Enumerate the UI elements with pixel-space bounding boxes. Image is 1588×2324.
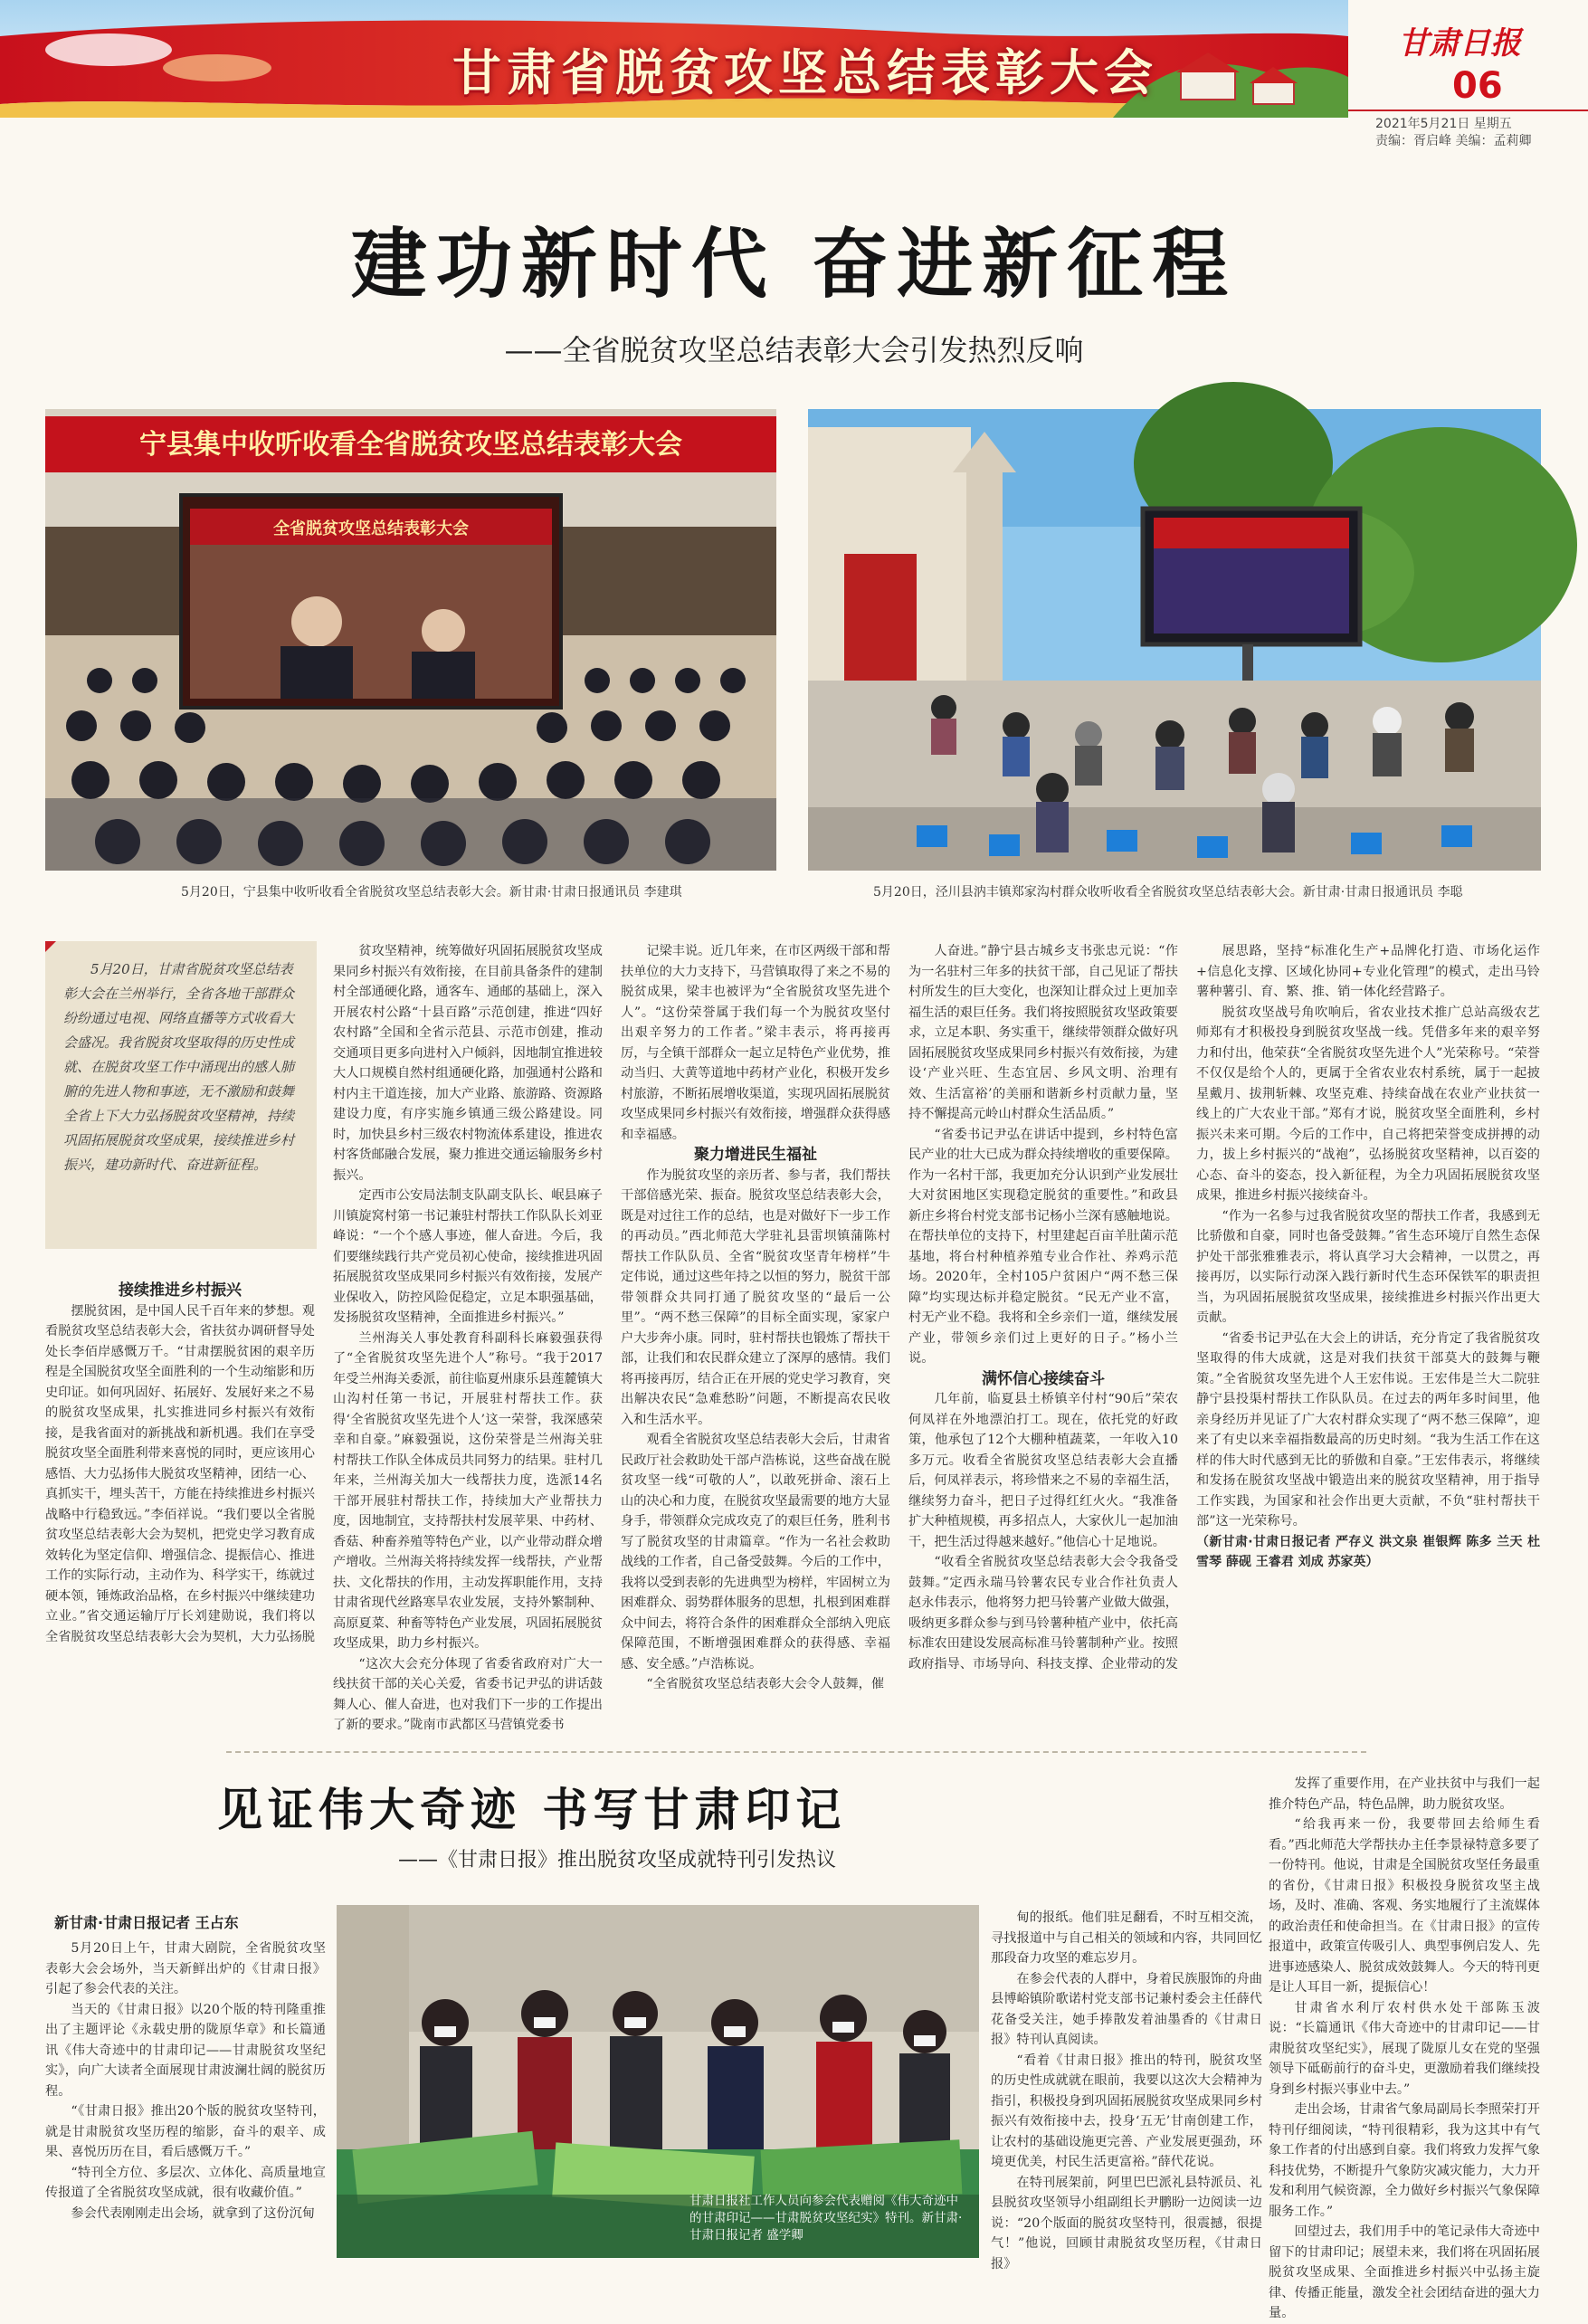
paragraph: 在参会代表的人群中，身着民族服饰的舟曲县博峪镇阶歌诺村党支部书记兼村委会主任薛代花备受关注，她手捧散发着油墨香的《甘肃日报》特刊认真阅读。 [991,1971,1262,2047]
paragraph: 兰州海关人事处教育科副科长麻毅强获得了“全省脱贫攻坚先进个人”称号。“我于2017年受兰州海关委派，前往临夏州康乐县莲麓镇大山沟村任第一书记，开展驻村帮扶工作。获得‘全省脱贫攻坚先进个人’这一荣誉，我深感荣幸和自豪。”麻毅强说，这份荣誉是兰州海关驻村帮扶工作队全体成员共同努力的结果。驻村几年来，兰州海关加大一线帮扶力度，选派14名干部开展驻村帮扶工作，持续加大产业帮扶力度，因地制宜，支持帮扶村发展苹果、中药材、香菇、种畜养殖等特色产业，以产业带动群众增产增收。兰州海关将持续发挥一线帮扶，产业帮扶、文化帮扶的作用，主动发挥职能作用，支持甘肃省现代丝路寒旱农业发展，支持外繁制种、高原夏菜、种畜等特色产业发展，巩固拓展脱贫攻坚成果，助力乡村振兴。 [333,1330,603,1651]
article2-subhead: ——《甘肃日报》推出脱贫攻坚成就特刊引发热议 [398,1849,837,1872]
auditorium-scene [45,409,776,871]
village-scene [808,409,1541,871]
photo1-caption: 5月20日，宁县集中收听收看全省脱贫攻坚总结表彰大会。新甘肃·甘肃日报通讯员 李建琪 [181,885,682,900]
paragraph: 当天的《甘肃日报》以20个版的特刊隆重推出了主题评论《永载史册的陇原华章》和长篇通讯《伟大奇迹中的甘肃印记——甘肃脱贫攻坚纪实》，向广大读者全面展现甘肃波澜壮阔的脱贫历程。 [45,2002,326,2099]
paragraph: 回望过去，我们用手中的笔记录伟大奇迹中留下的甘肃印记；展望未来，我们将在巩固拓展脱贫攻坚成果、全面推进乡村振兴中弘扬主旋律、传播正能量，激发全社会团结奋进的强大力量。 [1269,2224,1540,2320]
article1-col4b-body [908,1389,1178,1674]
paragraph: 人奋进。”静宁县古城乡支书张忠元说：“作为一名驻村三年多的扶贫干部，自己见证了帮扶村所发生的巨大变化，也深知让群众过上更加幸福生活的艰巨任务。我们将按照脱贫攻坚政策要求，立足本职、务实重干，继续带领群众做好巩固拓展脱贫攻坚成果同乡村振兴有效衔接，为建设‘产业兴旺、生态宜居、乡风文明、治理有效、生活富裕’的美丽和谐新乡村贡献力量，坚持不懈提高元岭山村群众生活品质。” [908,944,1178,1121]
photo-village-square [808,409,1541,871]
paragraph: 摆脱贫困，是中国人民千百年来的梦想。观看脱贫攻坚总结表彰大会，省扶贫办调研督导处处长李佰岸感慨万千。“甘肃摆脱贫困的艰辛历程是全国脱贫攻坚全面胜利的一个生动缩影和历史印证。如何巩固好、拓展好、发展好来之不易的脱贫攻坚成果，扎实推进同乡村振兴有效衔接，是我省面对的新挑战和新机遇。我们在享受脱贫攻坚全面胜利带来喜悦的同时，更应该用心感悟、大力弘扬伟大脱贫攻坚精神，团结一心、真抓实干，埋头苦干，方能在持续推进乡村振兴战略中行稳致远。”李佰祥说。“我们要以全省脱贫攻坚总结表彰大会为契机，把党史学习教育成效转化为坚定信仰、增强信念、提振信心、推进工作的实际行动，主动作为、科学实干，练就过硬本领，锤炼政治品格，在乡村振兴中继续建功立业。”省交通运输厅厅长刘建勋说，我们将以全省脱贫攻坚总结表彰大会为契机，大力弘扬脱 [45,1303,315,1644]
article2-col3-body [1269,1774,1540,2324]
paragraph: “省委书记尹弘在大会上的讲话，充分肯定了我省脱贫攻坚取得的伟大成就，这是对我们扶贫干部莫大的鼓舞与鞭策。”全省脱贫攻坚先进个人王宏伟说。王宏伟是兰大二院驻静宁县投渠村帮扶工作队队员。在过去的两年多时间里，他亲身经历并见证了广大农村群众实现了“两不愁三保障”，迎来了有史以来幸福指数最高的历史时刻。“我为生活工作在这样的伟大时代感到无比的骄傲和自豪。”王宏伟表示，将继续和发扬在脱贫攻坚战中锻造出来的脱贫攻坚精神，用于指导工作实践，为国家和社会作出更大贡献，不负“驻村帮扶干部”这一光荣称号。 [1196,1330,1540,1529]
paragraph: “看着《甘肃日报》推出的特刊，脱贫攻坚的历史性成就就在眼前，我要以这次大会精神为指引，积极投身到巩固拓展脱贫攻坚成果同乡村振兴有效衔接中去，投身‘五无’甘南创建工作，让农村的基础设施更完善、产业发展更强劲，环境更优美，村民生活更富裕。”薛代花说。 [991,2053,1262,2169]
article1-col1-body [45,1301,315,1648]
article2-column-2 [991,1808,1262,2272]
paragraph: 展思路，坚持“标准化生产+品牌化打造、市场化运作+信息化支撑、区域化协同+专业化管理”的模式，走出马铃薯种薯引、育、繁、推、销一体化经营路子。 [1196,944,1540,999]
article1-headline: 建功新时代 奋进新征程 [350,220,1238,309]
paragraph: 5月20日上午，甘肃大剧院，全省脱贫攻坚表彰大会会场外，当天新鲜出炉的《甘肃日报》引起了参会代表的关注。 [45,1941,326,1996]
photo1-screen-text: 全省脱贫攻坚总结表彰大会 [273,519,469,538]
paragraph: “收看全省脱贫攻坚总结表彰大会令我备受鼓舞。”定西永瑞马铃薯农民专业合作社负责人赵永伟表示，他将努力把马铃薯产业做大做强，吸纳更多群众参与到马铃薯种植产业中，依托高标准农田建设发展高标准马铃薯制种产业。按照政府指导、市场导向、科技支撑、企业带动的发 [908,1555,1178,1672]
article2-column-3 [1269,1774,1540,2320]
article1-col5-body [1196,941,1540,1532]
paragraph: 观看全省脱贫攻坚总结表彰大会后，甘肃省民政厅社会救助处干部卢浩栋说，这些奋战在脱贫攻坚一线“可敬的人”，以敢死拼命、滚石上山的决心和力度，在脱贫攻坚最需要的地方大显身手，带领群众完成攻克了的艰巨任务，胜利书写了脱贫攻坚的甘肃篇章。“作为一名社会救助战线的工作者，自己备受鼓舞。今后的工作中，我将以受到表彰的先进典型为榜样，牢固树立为困难群众、弱势群体服务的思想，扎根到困难群众中间去，将符合条件的困难群众全部纳入兜底保障范围，不断增强困难群众的获得感、幸福感、安全感。”卢浩栋说。 [621,1433,890,1672]
paragraph: “作为一名参与过我省脱贫攻坚的帮扶工作者，我感到无比骄傲和自豪，同时也备受鼓舞。”省生态环境厅自然生态保护处干部张雅雅表示，将认真学习大会精神，一以贯之，再接再厉，以实际行动深入践行新时代生态环保铁军的职责担当，为巩固拓展脱贫攻坚成果，接续推进乡村振兴作出更大贡献。 [1196,1208,1540,1325]
masthead-banner [0,0,1588,148]
article1-subhead: ——全省脱贫攻坚总结表彰大会引发热烈反响 [504,333,1084,367]
banner-title: 甘肃省脱贫攻坚总结表彰大会 [452,44,1158,101]
article1-col4a-body [908,941,1178,1369]
photo-special-issue-handout [337,1905,979,2258]
photo1-banner-text: 宁县集中收听收看全省脱贫攻坚总结表彰大会 [139,429,682,461]
paragraph: “省委书记尹弘在讲话中提到，乡村特色富民产业的壮大已成为群众持续增收的重要保障。作为一名村干部，我更加充分认识到产业发展壮大对贫困地区实现稳定脱贫的重要性。”和政县新庄乡将台村党支部书记杨小兰深有感触地说。在帮扶单位的支持下，村里建起百亩羊肚菌示范基地，将台村种植养殖专业合作社、养鸡示范场。2020年，全村105户贫困户“两不愁三保障”均实现达标并稳定脱贫。“民无产业不富，村无产业不稳。我将和全乡亲们一道，继续发展产业，带领乡亲们过上更好的日子。”杨小兰说。 [908,1127,1178,1366]
paragraph: “给我再来一份，我要带回去给师生看看。”西北师范大学帮扶办主任李景禄特意多要了一份特刊。他说，甘肃是全国脱贫攻坚任务最重的省份，《甘肃日报》积极投身脱贫攻坚主战场，及时、准确、客观、务实地履行了主流媒体的政治责任和使命担当。在《甘肃日报》的宣传报道中，政策宣传吸引人、典型事例启发人、先进事迹感染人、脱贫成效鼓舞人。今天的特刊更是让人耳目一新，提振信心！ [1269,1817,1540,1995]
section-heading-rural-revitalization: 接续推进乡村振兴 [119,1281,242,1300]
article1-column-5 [1196,941,1540,1738]
photo2-caption: 5月20日，泾川县汭丰镇郑家沟村群众收听收看全省脱贫攻坚总结表彰大会。新甘肃·甘肃日报通讯员 李聪 [873,885,1463,900]
photo-auditorium [45,409,776,871]
article1-column-1 [45,1281,315,1738]
paragraph: 在特刊展架前，阿里巴巴派礼县特派员、礼县脱贫攻坚领导小组副组长尹鹏盼一边阅读一边说：“20个版面的脱贫攻坚特刊，很震撼，很提气！”他说，回顾甘肃脱贫攻坚历程，《甘肃日报》 [991,2175,1262,2272]
paragraph: 几年前，临夏县土桥镇辛付村“90后”荣农何凤祥在外地漂泊打工。现在，依托党的好政策，他承包了12个大棚种植蔬菜，一年收入10多万元。收看全省脱贫攻坚总结表彰大会直播后，何凤祥表示，将珍惜来之不易的幸福生活，继续努力奋斗，把日子过得红红火火。“我准备扩大种植规模，再多招点人，大家伙儿一起加油干，把生活过得越来越好。”他信心十足地说。 [908,1392,1178,1549]
newspaper-logo: 甘肃日报 [1398,25,1521,62]
paragraph: 贫攻坚精神，统筹做好巩固拓展脱贫攻坚成果同乡村振兴有效衔接，在目前具备条件的建制村全部通硬化路，通客车、通邮的基础上，深入开展农村公路“十县百路”示范创建，推进“四好农村路”全国和全省示范县、示范市创建，推动交通项目更多向进村入户倾斜，因地制宜推进较大人口规模自然村组通硬化路，加强通村公路和村内主干道连接，加大产业路、旅游路、资源路建设力度，有序实施乡镇通三级公路建设。同时，加快县乡村三级农村物流体系建设，推进农村客货邮融合发展，聚力推进交通运输服务乡村振兴。 [333,944,603,1183]
column-spacer [991,1808,1262,1908]
paragraph: “全省脱贫攻坚总结表彰大会令人鼓舞，催 [646,1677,885,1691]
article2-col1-body [45,1938,326,2224]
paragraph: “特刊全方位、多层次、立体化、高质量地宣传报道了全省脱贫攻坚成就，很有收藏价值。” [45,2165,326,2200]
lead-summary-box [45,941,317,1249]
paragraph: 定西市公安局法制支队副支队长、岷县麻子川镇旋窝村第一书记兼驻村帮扶工作队队长刘亚峰说：“一个个感人事迹，催人奋进。今后，我们要继续践行共产党员初心使命，接续推进巩固拓展脱贫攻坚成果同乡村振兴有效衔接，发展产业保收入，防控风险促稳定，立足本职强基础，发扬脱贫攻坚精神，全面推进乡村振兴。” [333,1188,603,1325]
article1-column-2 [333,941,603,1738]
paragraph: 记梁丰说。近几年来，在市区两级干部和帮扶单位的大力支持下，马营镇取得了来之不易的脱贫成果，梁丰也被评为“全省脱贫攻坚先进个人”。“这份荣誉属于我们每一个为脱贫攻坚付出艰辛努力的工作者。”梁丰表示，将再接再厉，与全镇干部群众一起立足特色产业优势，推动当归、大黄等道地中药材产业化，积极开发乡村旅游，不断拓展增收渠道，实现巩固拓展脱贫攻坚成果同乡村振兴有效衔接，增强群众获得感和幸福感。 [621,944,890,1142]
paragraph: 参会代表刚刚走出会场，就拿到了这份沉甸 [71,2205,315,2221]
article2-headline: 见证伟大奇迹 书写甘肃印记 [217,1784,847,1836]
paragraph: 甘肃省水利厅农村供水处干部陈玉波说：“长篇通讯《伟大奇迹中的甘肃印记——甘肃脱贫攻坚纪实》，展现了陇原儿女在党的坚强领导下砥砺前行的奋斗史，更激励着我们继续投身到乡村振兴事业中去。” [1269,2000,1540,2097]
paragraph: 作为脱贫攻坚的亲历者、参与者，我们帮扶干部倍感光荣、振奋。脱贫攻坚总结表彰大会，既是对过往工作的总结，也是对做好下一步工作的再动员。”西北师范大学驻礼县雷坝镇蒲陈村帮扶工作队队员、全省“脱贫攻坚青年榜样”牛定伟说，通过这些年持之以恒的努力，脱贫干部带领群众共同打通了脱贫攻坚的“最后一公里”。“两不愁三保障”的目标全面实现，家家户户大步奔小康。同时，驻村帮扶也锻炼了帮扶干部，让我们和农民群众建立了深厚的感情。我们将再接再厉，结合正在开展的党史学习教育，突出解决农民“急难愁盼”问题，不断提高农民收入和生活水平。 [621,1167,890,1427]
article1-col3a-body [621,941,890,1145]
section-heading-confidence: 满怀信心接续奋斗 [982,1369,1105,1388]
photo3-caption: 甘肃日报社工作人员向参会代表赠阅《伟大奇迹中的甘肃印记——甘肃脱贫攻坚纪实》特刊。新甘肃·甘肃日报记者 盛学卿 [689,2194,963,2243]
article1-column-4 [908,941,1178,1738]
article1-column-3 [621,941,890,1738]
issue-date: 2021年5月21日 星期五 [1375,117,1512,131]
lead-summary-text: 5月20日，甘肃省脱贫攻坚总结表彰大会在兰州举行，全省各地干部群众纷纷通过电视、网络直播等方式收看大会盛况。我省脱贫攻坚取得的历史性成就、在脱贫攻坚工作中涌现出的感人肺腑的先进人物和事迹，无不激励和鼓舞全省上下大力弘扬脱贫攻坚精神，持续巩固拓展脱贫攻坚成果，接续推进乡村振兴，建功新时代、奋进新征程。 [63,961,295,1173]
article2-byline: 新甘肃·甘肃日报记者 王占东 [54,1914,239,1931]
article1-col2-body [333,941,603,1736]
paragraph: 走出会场，甘肃省气象局副局长李照荣打开特刊仔细阅读，“特刊很精彩，我为这其中有气象工作者的付出感到自豪。我们将致力发挥气象科技优势，不断提升气象防灾减灾能力，大力开发和利用气候资源，全力做好乡村振兴气象保障服务工作。” [1269,2102,1540,2219]
paragraph: 发挥了重要作用，在产业扶贫中与我们一起推介特色产品，特色品牌，助力脱贫攻坚。 [1269,1776,1540,1812]
paragraph: “《甘肃日报》推出20个版的脱贫攻坚特刊，就是甘肃脱贫攻坚历程的缩影，奋斗的艰辛、成果、喜悦历历在目，看后感慨万千。” [45,2104,326,2159]
paragraph: 甸的报纸。他们驻足翻看，不时互相交流，寻找报道中与自己相关的领域和内容，共同回忆那段奋力攻坚的难忘岁月。 [991,1910,1262,1966]
article2-col2-body [991,1908,1262,2274]
lead-corner-mark [45,941,56,952]
article2-column-1 [45,1938,326,2246]
paragraph: 脱贫攻坚战号角吹响后，省农业技术推广总站高级农艺师郑有才积极投身到脱贫攻坚战一线。凭借多年来的艰辛努力和付出，他荣获“全省脱贫攻坚先进个人”光荣称号。“荣誉不仅仅是给个人的，更属于全省农业农村系统，属于一起披星戴月、拔荆斩棘、攻坚克难、持续奋战在农业产业扶贫一线上的广大农业干部。”郑有才说，脱贫攻坚全面胜利，乡村振兴未来可期。今后的工作中，自己将把荣誉变成拼搏的动力，拔上乡村振兴的“战袍”，弘扬脱贫攻坚精神，以百姿的心态、奋斗的姿态，投入新征程，为全力巩固拓展脱贫攻坚成果，推进乡村振兴接续奋斗。 [1196,1005,1540,1203]
article1-col3b-body [621,1166,890,1695]
section-heading-livelihood: 聚力增进民生福祉 [694,1146,817,1164]
article1-reporters: （新甘肃·甘肃日报记者 严存义 洪文泉 崔银辉 陈多 兰天 杜雪琴 薛砚 王睿君 刘成 苏家英） [1196,1534,1540,1569]
paragraph: “这次大会充分体现了省委省政府对广大一线扶贫干部的关心关爱，省委书记尹弘的讲话鼓舞人心、催人奋进，也对我们下一步的工作提出了新的要求。”陇南市武都区马营镇党委书 [333,1656,603,1732]
editors-credit: 责编：胥启峰 美编：孟莉卿 [1375,134,1532,148]
page-number: 06 [1452,65,1503,107]
section-divider [226,1751,1366,1753]
